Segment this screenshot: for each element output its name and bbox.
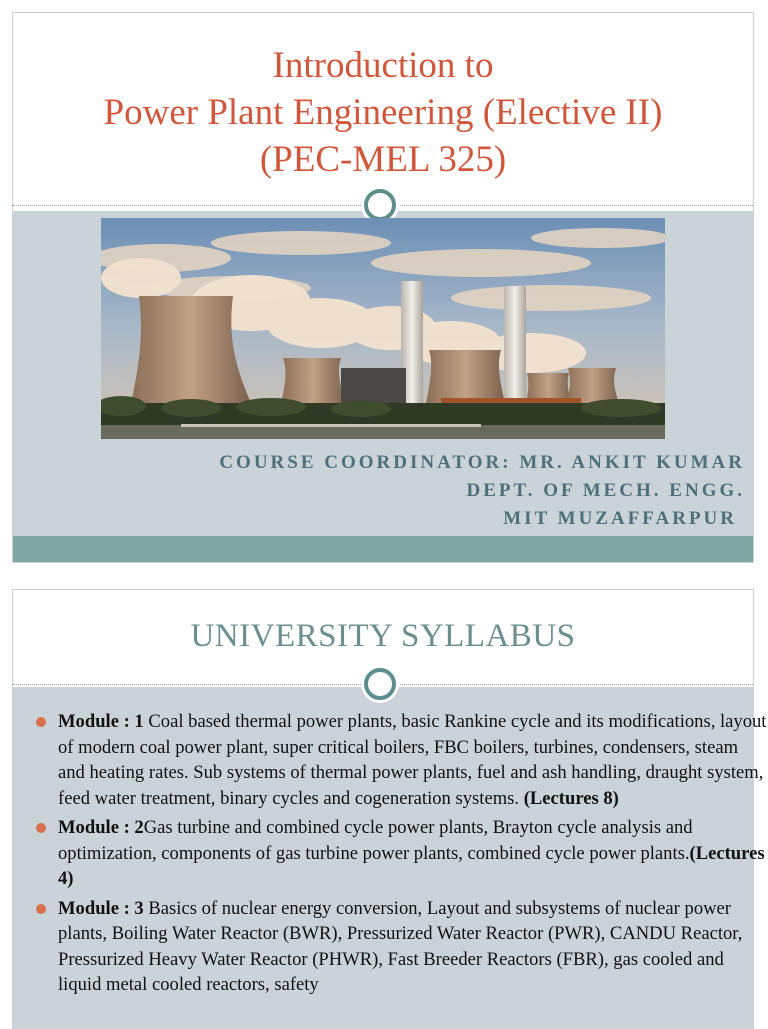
bullet-icon: [36, 717, 46, 727]
footer-band: [13, 536, 753, 562]
title-line-1: Introduction to: [272, 45, 494, 86]
department: DEPT. OF MECH. ENGG.: [466, 480, 745, 501]
institute: MIT MUZAFFARPUR: [503, 508, 737, 529]
course-coordinator: COURSE COORDINATOR: MR. ANKIT KUMAR: [219, 452, 745, 473]
module-label: Module : 2: [58, 817, 144, 838]
bullet-icon: [36, 904, 46, 914]
title-line-2: Power Plant Engineering (Elective II): [103, 92, 663, 133]
module-lectures: (Lectures 4): [58, 842, 765, 889]
syllabus-list: [34, 709, 768, 1002]
title-line-3: (PEC-MEL 325): [259, 139, 507, 180]
list-item: [34, 709, 768, 811]
list-item: [34, 896, 768, 998]
module-text: Gas turbine and combined cycle power plants, Brayton cycle analysis and optimization, components of gas turbine power plants, combined cycle power plants.: [58, 817, 693, 864]
power-plant-photo: [101, 218, 665, 439]
divider-circle-icon: [364, 668, 396, 700]
title-slide: [12, 12, 754, 563]
module-label: Module : 3: [58, 897, 144, 919]
list-item: [34, 815, 768, 892]
bullet-icon: [36, 823, 46, 833]
module-label: Module : 1: [58, 711, 144, 732]
module-text: Basics of nuclear energy conversion, Layout and subsystems of nuclear power plants, Boiling Water Reactor (BWR), Pressurized Water Reactor (PWR), CANDU Reactor, Pressurized Heavy Water Reactor (PHWR), Fast Breeder Reactors (FBR), gas cooled and liquid metal cooled reactors, safety: [58, 897, 743, 995]
title-area: [13, 13, 753, 205]
module-lectures: (Lectures 8): [523, 787, 619, 809]
slide-title: UNIVERSITY SYLLABUS: [190, 618, 576, 654]
divider-circle-icon: [364, 189, 396, 221]
module-text: Coal based thermal power plants, basic Rankine cycle and its modifications, layout of modern coal power plant, super critical boilers, FBC boilers, turbines, condensers, steam and heating rates. Sub systems of thermal power plants, fuel and ash handling, draught system, feed water treatment, binary cycles and cogeneration systems.: [58, 711, 767, 809]
